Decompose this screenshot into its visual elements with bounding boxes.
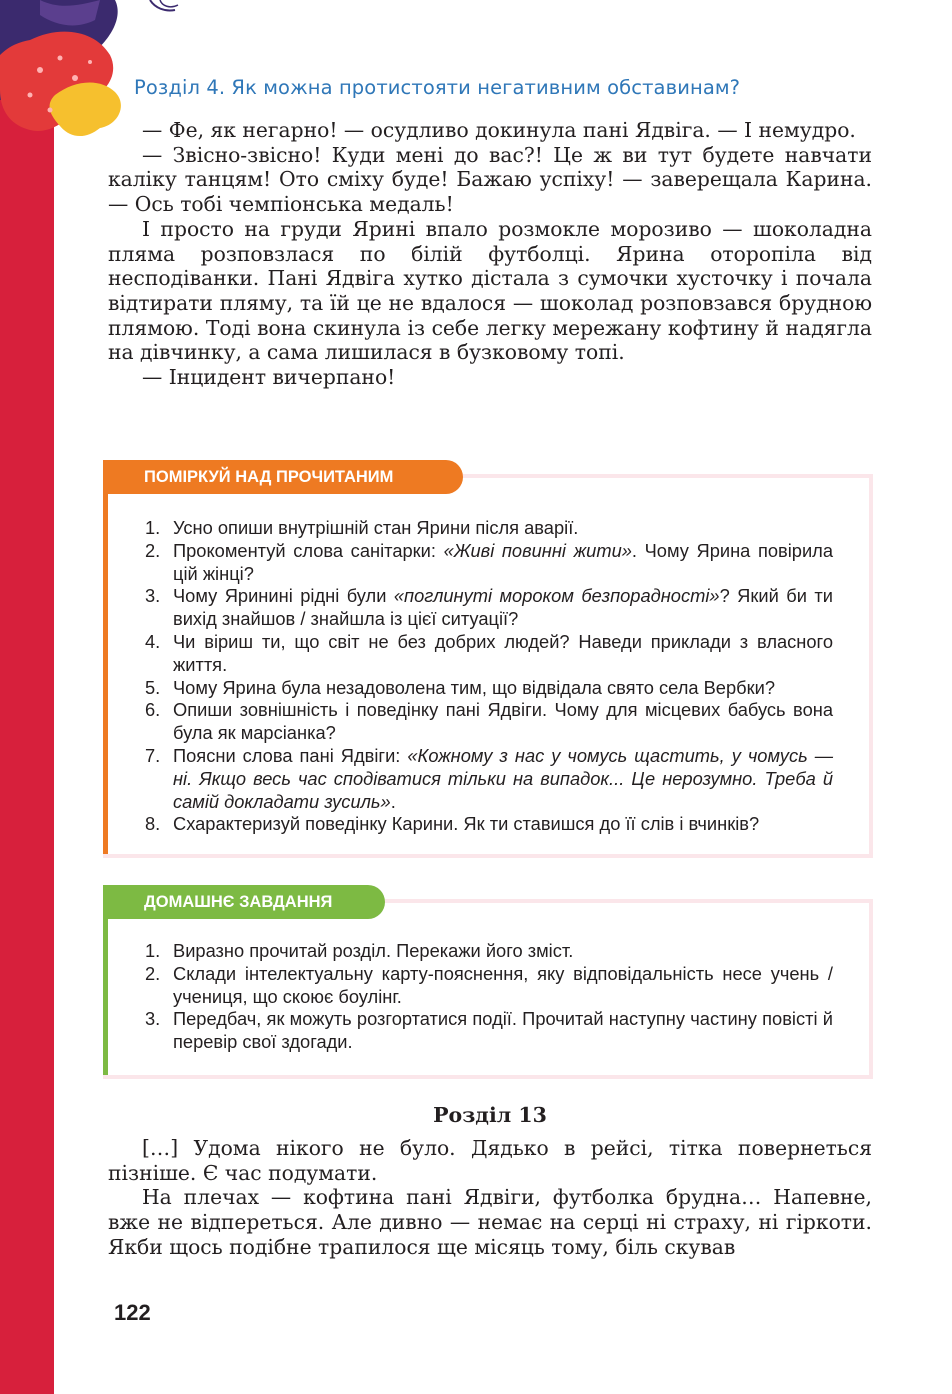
paragraph: […] Удома нікого не було. Дядько в рейсі, тітка повернеться пізніше. Є час подумати. [108, 1136, 872, 1185]
item-number: 7. [145, 744, 161, 766]
page-number: 122 [114, 1300, 151, 1325]
list-item [103, 963, 833, 1009]
item-number: 4. [145, 630, 161, 652]
item-text: Прокоментуй слова санітарки: [173, 539, 444, 561]
item-number: 3. [145, 585, 161, 607]
item-quote: «поглинуті мороком безпорадності» [393, 585, 720, 607]
item-text: Чому Яринині рідні були [173, 585, 394, 607]
item-text: Чи віриш ти, що світ не без добрих людей? Наведи приклади з власного життя. [173, 630, 833, 675]
story-text-bottom [108, 1136, 872, 1260]
item-number: 1. [145, 517, 161, 538]
list-item [103, 585, 833, 631]
item-text: Виразно прочитай розділ. Перекажи його зміст. [173, 940, 574, 961]
reflection-box-title: ПОМІРКУЙ НАД ПРОЧИТАНИМ [103, 460, 463, 494]
item-number: 2. [145, 539, 161, 561]
list-item [103, 677, 833, 700]
list-item [103, 1008, 833, 1054]
homework-list [103, 940, 833, 1054]
item-text: Чому Ярина була незадоволена тим, що відвідала свято села Вербки? [173, 676, 775, 698]
paragraph: На плечах — кофтина пані Ядвіги, футболка брудна… Напевне, вже не відпереться. Але дивно — немає на серці ні страху, ні гіркоти. Якби щось подібне трапилося ще місяць тому, біль скував [108, 1185, 872, 1259]
list-item [103, 813, 833, 836]
item-quote: «Живі повинні жити» [443, 539, 632, 561]
item-number: 6. [145, 699, 161, 721]
story-text-top [108, 118, 872, 390]
paragraph: — Інцидент вичерпано! [142, 365, 396, 390]
homework-box-title: ДОМАШНЄ ЗАВДАННЯ [103, 885, 385, 919]
item-quote: «Кожному з нас у чомусь щастить, у чомусь — ні. Якщо весь час сподіватися тільки на випадок... Це нерозумно. Треба й самій докладати зусиль» [173, 744, 833, 812]
item-text: Опиши зовнішність і поведінку пані Ядвіги. Чому для місцевих бабусь вона була як марсіанка? [173, 699, 833, 744]
page-edge-band [0, 0, 54, 1394]
item-text: Усно опиши внутрішній стан Ярини після аварії. [173, 517, 579, 538]
item-text: Схарактеризуй поведінку Карини. Як ти ставишся до її слів і вчинків? [173, 813, 760, 835]
item-number: 2. [145, 962, 161, 984]
item-number: 3. [145, 1008, 161, 1030]
reflection-questions-list [103, 517, 833, 836]
item-text: . Чому Ярина повірила цій жінці? [173, 539, 833, 584]
list-item [103, 631, 833, 677]
paragraph: — Звісно-звісно! Куди мені до вас?! Це ж ви тут будете навчати каліку танцям! Ото сміху буде! Бажаю успіху! — заверещала Карина. — Ось тобі чемпіонська медаль! [108, 142, 872, 217]
list-item [103, 540, 833, 586]
reflection-questions-box [103, 474, 873, 858]
item-number: 5. [145, 676, 161, 698]
chapter-header: Розділ 4. Як можна протистояти негативним обставинам? [134, 76, 741, 99]
item-text: . [390, 790, 396, 812]
item-number: 8. [145, 813, 161, 835]
item-text: Поясни слова пані Ядвіги: [173, 744, 408, 766]
item-number: 1. [145, 940, 161, 961]
homework-box [103, 899, 873, 1079]
list-item [103, 940, 833, 963]
item-text: ? Який би ти вихід знайшов / знайшла із цієї ситуації? [173, 585, 833, 630]
paragraph: І просто на груди Ярині впало розмокле морозиво — шоколадна пляма розповзлася по білій футболці. Ярина оторопіла від несподіванки. Пані Ядвіга хутко дістала з сумочки хусточку і почала відтирати пляму, та їй це не вдалося — шоколад розповзався брудною плямою. Тоді вона скинула із себе легку мережану кофтину й надягла на дівчинку, а сама лишилася в бузковому топі. [108, 216, 872, 365]
item-text: Склади інтелектуальну карту-пояснення, яку відповідальність несе учень / учениця, що скоює боулінг. [173, 962, 833, 1007]
list-item [103, 745, 833, 813]
item-text: Передбач, як можуть розгортатися події. Прочитай наступну частину повісті й перевір свої здогади. [173, 1008, 833, 1053]
paragraph: — Фе, як негарно! — осудливо докинула пані Ядвіга. — І немудро. [142, 118, 856, 142]
chapter-13-heading: Розділ 13 [433, 1103, 547, 1127]
list-item [103, 517, 833, 540]
list-item [103, 699, 833, 745]
